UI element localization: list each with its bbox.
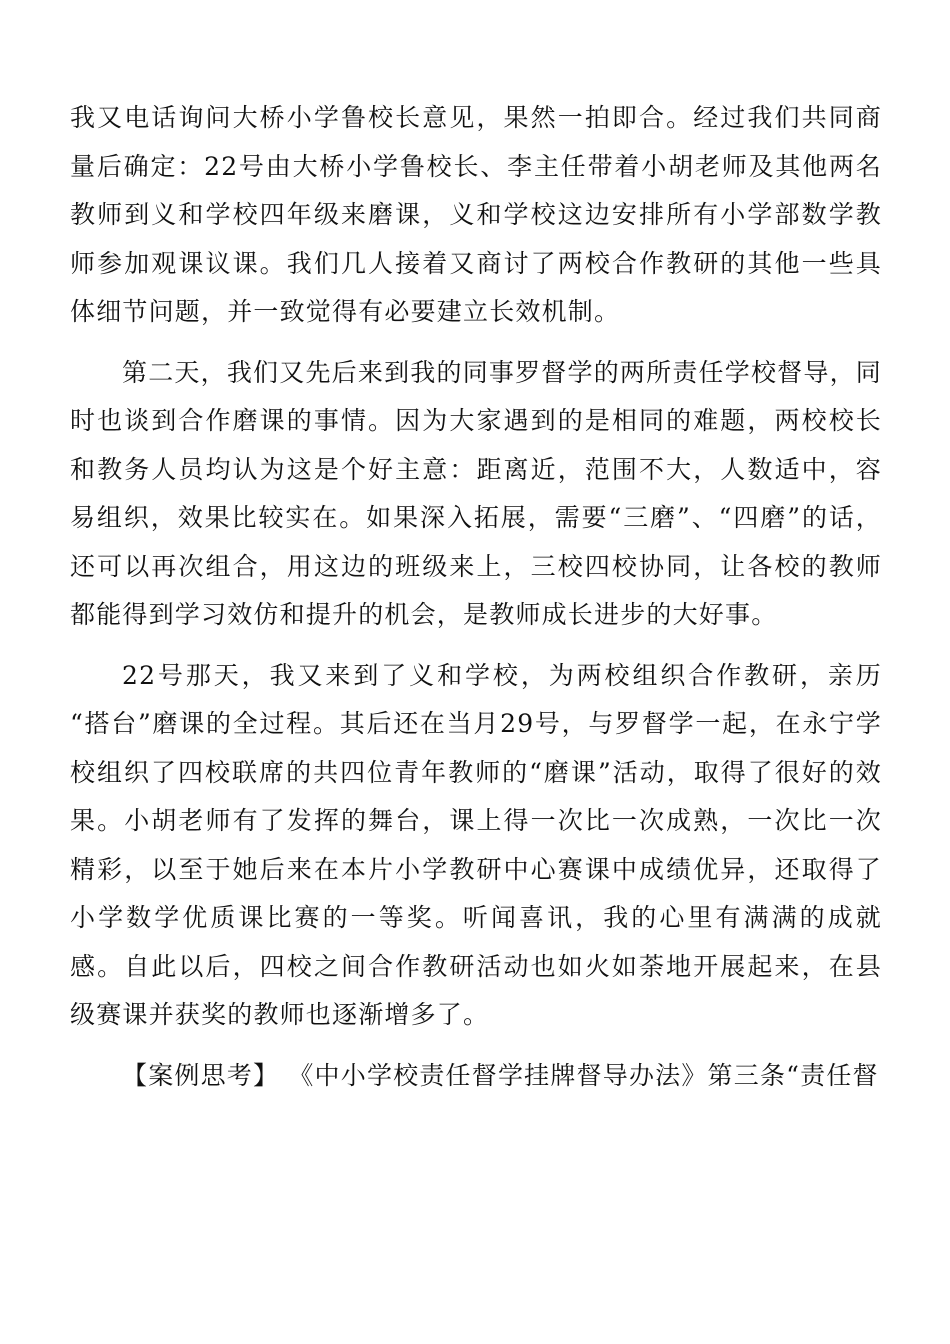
- paragraph-3: 22号那天，我又来到了义和学校，为两校组织合作教研，亲历 “搭台”磨课的全过程。其后还在当月29号，与罗督学一起，在永宁学校组织了四校联席的共四位青年教师的“磨课”活动，取得了很好的效果。小胡老师有了发挥的舞台，课上得一次比一次成熟，一次比一次精彩，以至于她后来在本片小学教研中心赛课中成绩优异，还取得了小学数学优质课比赛的一等奖。听闻喜讯，我的心里有满满的成就感。自此以后，四校之间合作教研活动也如火如荼地开展起来，在县级赛课并获奖的教师也逐渐增多了。: [70, 660, 882, 1029]
- document-body: [70, 94, 882, 1112]
- paragraph-4: 【案例思考】 《中小学校责任督学挂牌督导办法》第三条“责任督: [122, 1060, 879, 1090]
- paragraph-2: 第二天，我们又先后来到我的同事罗督学的两所责任学校督导，同时也谈到合作磨课的事情。因为大家遇到的是相同的难题，两校校长和教务人员均认为这是个好主意：距离近，范围不大，人数适中，容易组织，效果比较实在。如果深入拓展，需要“三磨”、“四磨”的话，还可以再次组合，用这边的班级来上，三校四校协同，让各校的教师都能得到学习效仿和提升的机会，是教师成长进步的大好事。: [70, 357, 882, 629]
- paragraph-1: 我又电话询问大桥小学鲁校长意见，果然一拍即合。经过我们共同商量后确定：22号由大桥小学鲁校长、李主任带着小胡老师及其他两名教师到义和学校四年级来磨课，义和学校这边安排所有小学部数学教师参加观课议课。我们几人接着又商讨了两校合作教研的其他一些具体细节问题，并一致觉得有必要建立长效机制。: [70, 103, 882, 326]
